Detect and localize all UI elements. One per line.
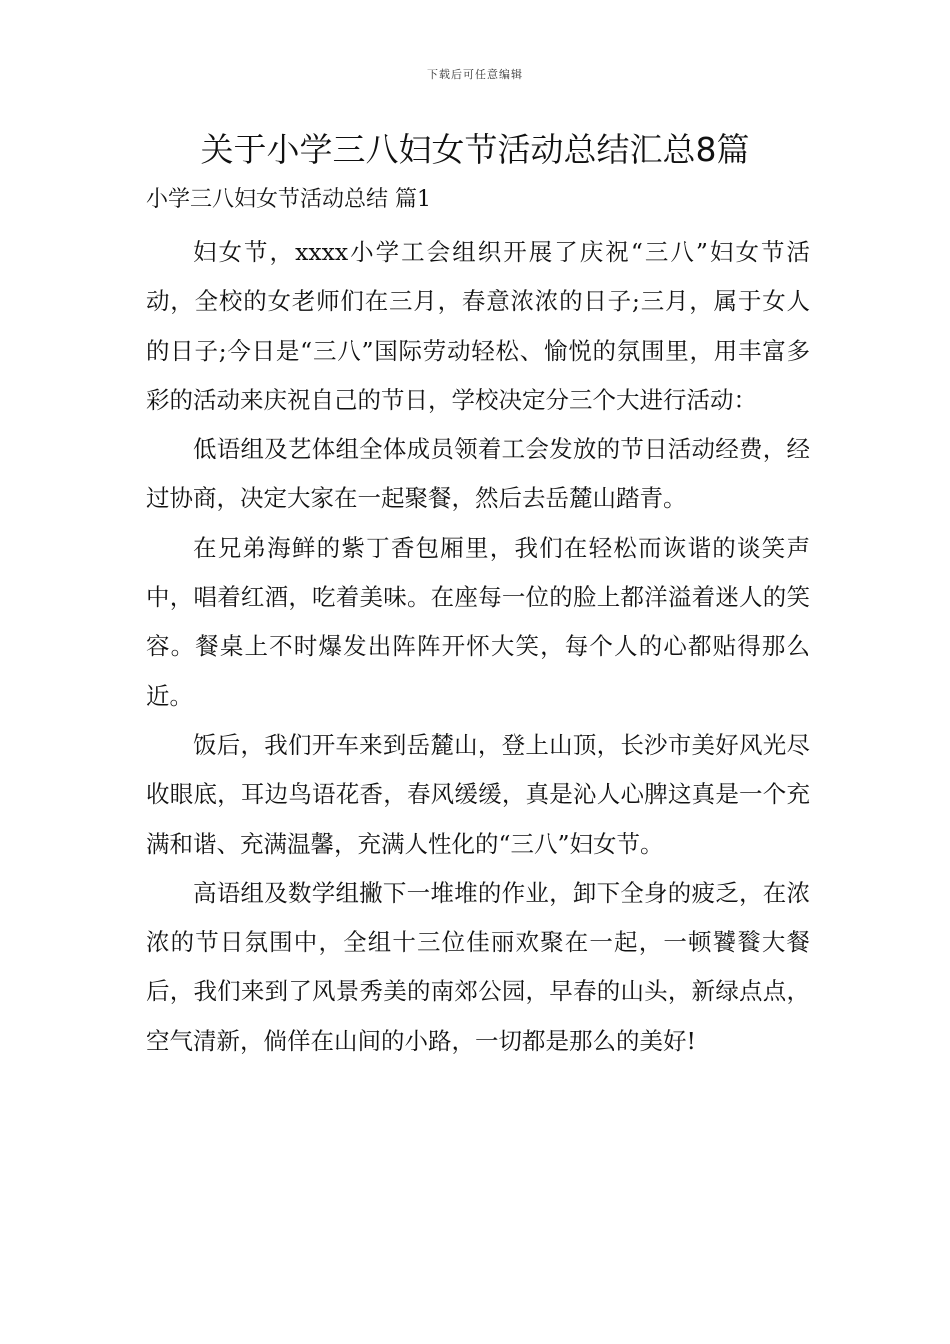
paragraph: 高语组及数学组撇下一堆堆的作业，卸下全身的疲乏，在浓浓的节日氛围中，全组十三位佳丽欢聚在一起，一顿饕餮大餐后，我们来到了风景秀美的南郊公园，早春的山头，新绿点点，空气清新，倘佯在山间的小路，一切都是那么的美好! — [146, 878, 810, 1055]
paragraph: 妇女节，xxxx小学工会组织开展了庆祝“三八”妇女节活动，全校的女老师们在三月，春意浓浓的日子;三月，属于女人的日子;今日是“三八”国际劳动轻松、愉悦的氛围里，用丰富多彩的活动来庆祝自己的节日，学校决定分三个大进行活动： — [146, 238, 810, 414]
body-text — [146, 228, 810, 1066]
paragraph: 饭后，我们开车来到岳麓山，登上山顶，长沙市美好风光尽收眼底，耳边鸟语花香，春风缓缓，真是沁人心脾这真是一个充满和谐、充满温馨，充满人性化的“三八”妇女节。 — [146, 730, 810, 858]
paragraph: 在兄弟海鲜的紫丁香包厢里，我们在轻松而诙谐的谈笑声中，唱着红酒，吃着美味。在座每一位的脸上都洋溢着迷人的笑容。餐桌上不时爆发出阵阵开怀大笑，每个人的心都贴得那么近。 — [146, 533, 810, 710]
paragraph: 低语组及艺体组全体成员领着工会发放的节日活动经费，经过协商，决定大家在一起聚餐，然后去岳麓山踏青。 — [146, 435, 810, 513]
header-note: 下载后可任意编辑 — [427, 68, 523, 81]
document-title: 关于小学三八妇女节活动总结汇总8篇 — [200, 130, 750, 169]
section-heading: 小学三八妇女节活动总结 篇1 — [146, 187, 431, 212]
